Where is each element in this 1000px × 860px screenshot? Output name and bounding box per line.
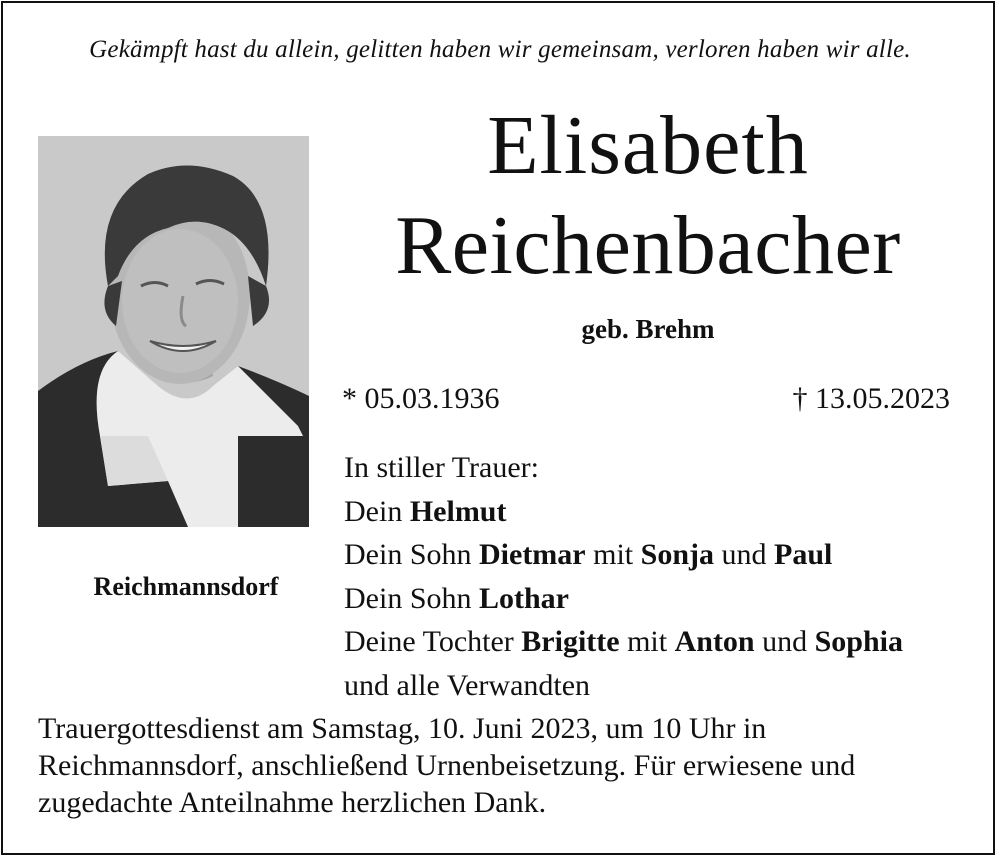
mourner-text: Deine Tochter <box>344 625 522 658</box>
mourner-name: Anton <box>674 625 755 658</box>
mourner-text: und <box>754 625 815 658</box>
death-date: † 13.05.2023 <box>792 382 950 415</box>
mourner-text: Dein <box>344 494 410 528</box>
maiden-name: geb. Brehm <box>581 314 715 344</box>
mourner-text: und <box>714 538 774 571</box>
mourner-text: mit <box>585 538 641 571</box>
mourner-text: und alle Verwandten <box>344 668 591 702</box>
mourner-name: Lothar <box>479 581 569 615</box>
portrait-photo <box>38 136 309 527</box>
place-name: Reichmannsdorf <box>93 572 279 601</box>
service-announcement: Trauergottesdienst am Samstag, 10. Juni 2023, um 10 Uhr in Reichmannsdorf, anschließend Urnenbeisetzung. Für erwiesene und zugedachte Anteilnahme herzlichen Dank. <box>38 712 856 819</box>
motto: Gekämpft hast du allein, gelitten haben wir gemeinsam, verloren haben wir alle. <box>89 36 911 63</box>
mourner-text: Dein Sohn <box>344 538 479 571</box>
mourner-line <box>344 533 964 577</box>
mourner-text: mit <box>619 625 675 658</box>
deceased-last-name: Reichenbacher <box>395 199 901 292</box>
mourner-name: Helmut <box>409 494 507 528</box>
mourner-line <box>344 664 964 708</box>
mourner-name: Brigitte <box>521 625 620 658</box>
mourner-name: Sonja <box>640 538 714 571</box>
mourners-list <box>344 446 964 707</box>
mourner-name: Paul <box>774 538 833 571</box>
mourner-name: Dietmar <box>479 538 586 571</box>
mourner-line <box>344 577 964 621</box>
mourner-text: Dein Sohn <box>344 581 479 615</box>
mourner-line <box>344 490 964 534</box>
deceased-first-name: Elisabeth <box>487 99 809 192</box>
birth-date: * 05.03.1936 <box>342 382 500 415</box>
mourners-intro: In stiller Trauer: <box>344 451 539 484</box>
mourner-name: Sophia <box>814 625 904 658</box>
mourner-line <box>344 620 964 664</box>
